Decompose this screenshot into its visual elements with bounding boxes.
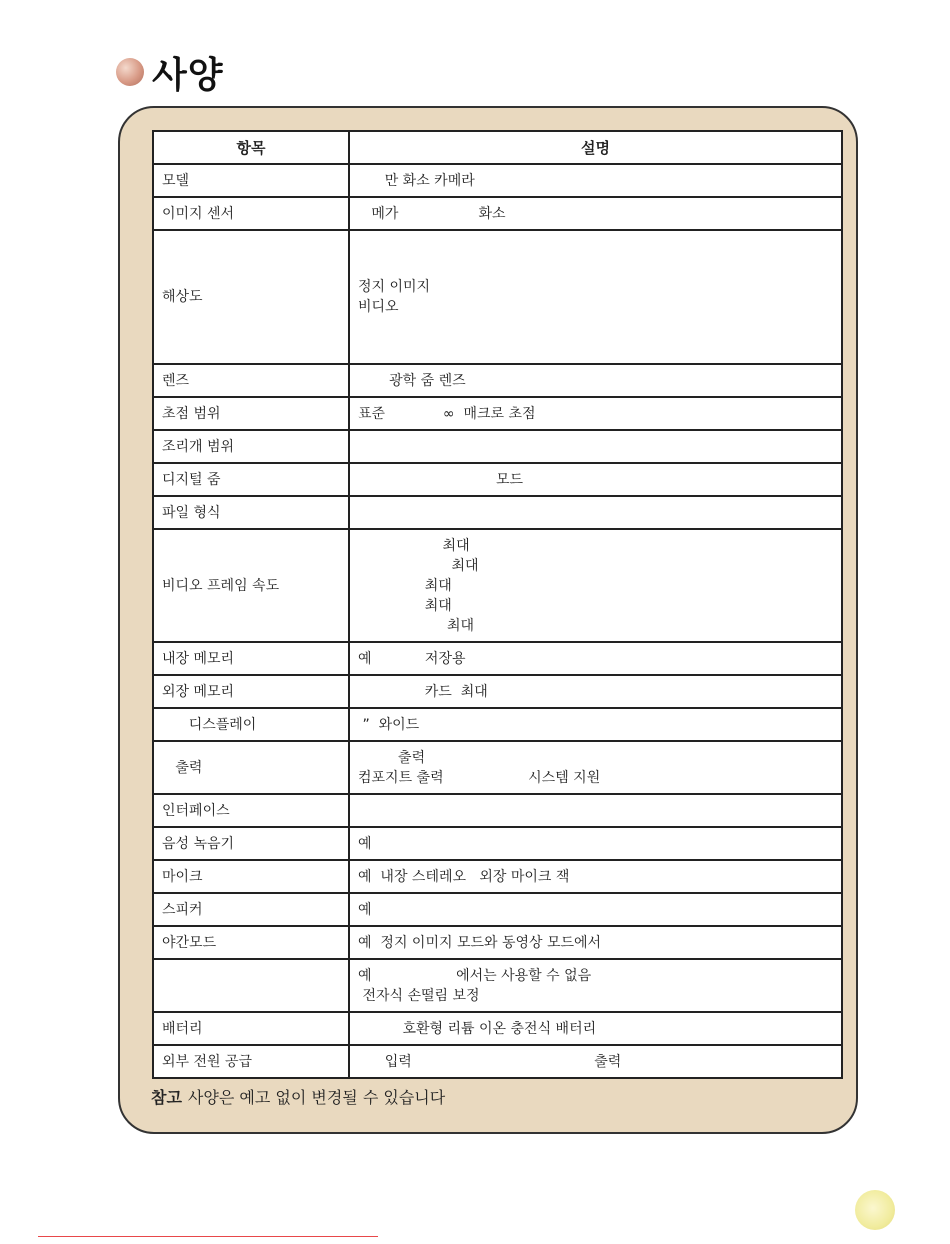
spec-table — [152, 130, 843, 1079]
table-row — [153, 860, 842, 893]
row-label: 모델 — [153, 164, 349, 197]
page-heading — [116, 50, 224, 94]
table-row — [153, 529, 842, 642]
row-label: 조리개 범위 — [153, 430, 349, 463]
row-value — [349, 430, 842, 463]
row-value: ” 와이드 — [349, 708, 842, 741]
row-value: 예 내장 스테레오 외장 마이크 잭 — [349, 860, 842, 893]
row-value: 예 에서는 사용할 수 없음 전자식 손떨림 보정 — [349, 959, 842, 1012]
footnote — [151, 1085, 445, 1108]
header-item: 항목 — [153, 131, 349, 164]
row-value: 정지 이미지 비디오 — [349, 230, 842, 364]
row-label: 외장 메모리 — [153, 675, 349, 708]
table-row — [153, 893, 842, 926]
row-value: 예 저장용 — [349, 642, 842, 675]
table-row — [153, 959, 842, 1012]
row-label: 인터페이스 — [153, 794, 349, 827]
table-row — [153, 794, 842, 827]
row-label: 야간모드 — [153, 926, 349, 959]
row-label: 초점 범위 — [153, 397, 349, 430]
row-label: 디지털 줌 — [153, 463, 349, 496]
footnote-text: 사양은 예고 없이 변경될 수 있습니다 — [187, 1088, 446, 1107]
table-row — [153, 496, 842, 529]
row-label: 해상도 — [153, 230, 349, 364]
row-label: 디스플레이 — [153, 708, 349, 741]
table-row — [153, 397, 842, 430]
row-value: 광학 줌 렌즈 — [349, 364, 842, 397]
table-row — [153, 1045, 842, 1078]
row-value: 예 — [349, 893, 842, 926]
footnote-label: 참고 — [151, 1088, 182, 1107]
table-row — [153, 197, 842, 230]
row-value: 입력 출력 — [349, 1045, 842, 1078]
row-label: 내장 메모리 — [153, 642, 349, 675]
row-value: 호환형 리튬 이온 충전식 배터리 — [349, 1012, 842, 1045]
row-label: 배터리 — [153, 1012, 349, 1045]
row-value: 만 화소 카메라 — [349, 164, 842, 197]
row-label: 마이크 — [153, 860, 349, 893]
page-title: 사양 — [152, 54, 224, 96]
row-value: 출력 컴포지트 출력 시스템 지원 — [349, 741, 842, 794]
table-row — [153, 675, 842, 708]
row-value: 모드 — [349, 463, 842, 496]
row-value: 예 — [349, 827, 842, 860]
row-value: 예 정지 이미지 모드와 동영상 모드에서 — [349, 926, 842, 959]
row-label: 외부 전원 공급 — [153, 1045, 349, 1078]
row-label: 스피커 — [153, 893, 349, 926]
table-row — [153, 463, 842, 496]
table-row — [153, 364, 842, 397]
table-row — [153, 708, 842, 741]
row-label: 음성 녹음기 — [153, 827, 349, 860]
row-label: 파일 형식 — [153, 496, 349, 529]
footer-divider — [38, 1236, 378, 1237]
row-value: 메가 화소 — [349, 197, 842, 230]
row-value: 최대 최대 최대 최대 최대 — [349, 529, 842, 642]
heading-bullet-icon — [116, 58, 144, 86]
table-row — [153, 926, 842, 959]
row-label: 이미지 센서 — [153, 197, 349, 230]
page-corner-circle-icon — [855, 1190, 895, 1230]
row-value — [349, 794, 842, 827]
row-value: 카드 최대 — [349, 675, 842, 708]
row-label: 비디오 프레임 속도 — [153, 529, 349, 642]
row-label: 출력 — [153, 741, 349, 794]
table-row — [153, 827, 842, 860]
table-row — [153, 164, 842, 197]
table-row — [153, 741, 842, 794]
table-row — [153, 430, 842, 463]
row-value: 표준 ∞ 매크로 초점 — [349, 397, 842, 430]
row-label: 렌즈 — [153, 364, 349, 397]
row-label — [153, 959, 349, 1012]
table-row — [153, 1012, 842, 1045]
table-row — [153, 230, 842, 364]
row-value — [349, 496, 842, 529]
table-header-row — [153, 131, 842, 164]
table-row — [153, 642, 842, 675]
header-desc: 설명 — [349, 131, 842, 164]
